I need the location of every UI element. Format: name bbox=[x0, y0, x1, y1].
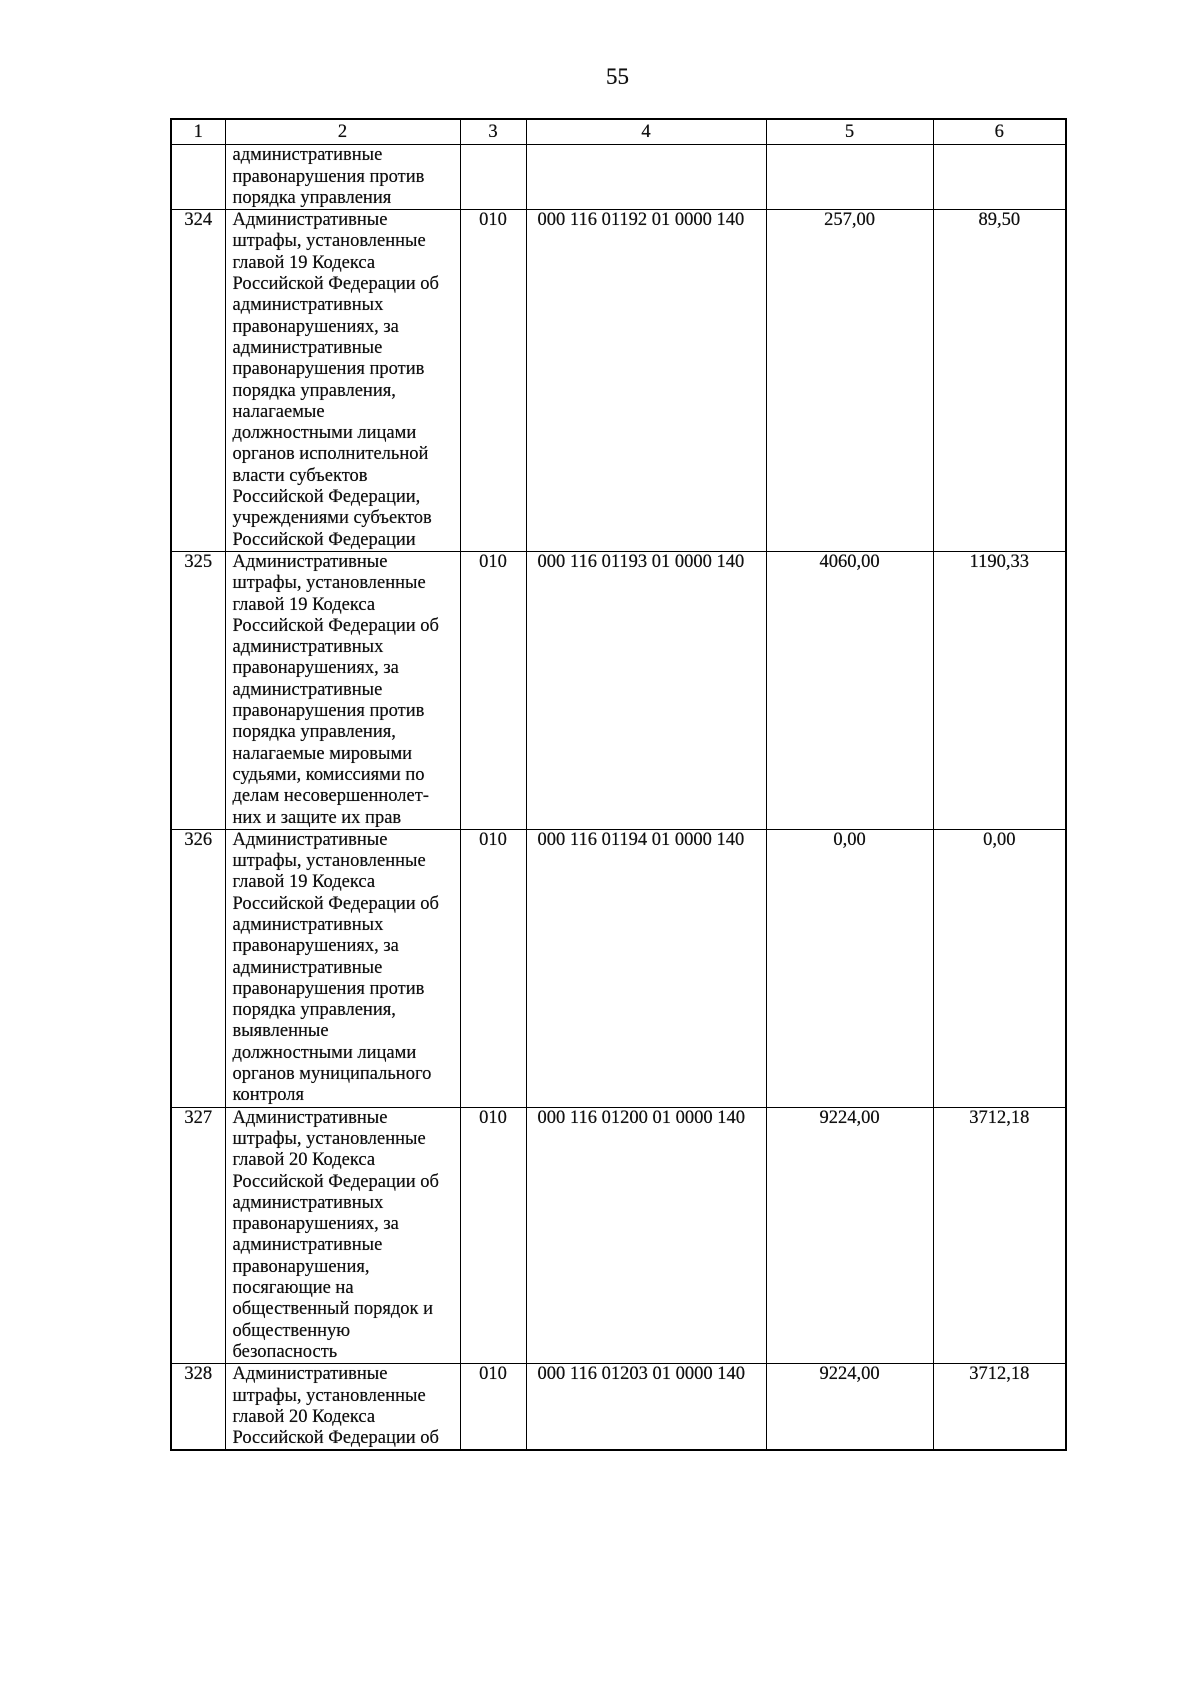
description-line: налагаемые bbox=[232, 401, 325, 422]
description-line: выявленные bbox=[232, 1021, 329, 1042]
kbk-cell bbox=[526, 145, 766, 210]
value-5-cell: 9224,00 bbox=[766, 1364, 933, 1451]
description-line: общественную bbox=[232, 1320, 351, 1341]
description-line: общественный порядок и bbox=[232, 1299, 434, 1320]
description-line: Административные bbox=[232, 829, 388, 850]
description-line: правонарушениях, за bbox=[232, 1214, 399, 1235]
description-line: порядка управления bbox=[232, 187, 392, 208]
description-line: главой 19 Кодекса bbox=[232, 594, 376, 615]
description-line: учреждениями субъектов bbox=[232, 508, 432, 529]
description-cell bbox=[225, 551, 460, 829]
code-cell: 010 bbox=[460, 210, 526, 552]
value-6-cell bbox=[933, 145, 1066, 210]
description-line: штрафы, установленные bbox=[232, 1385, 426, 1406]
row-number-cell: 325 bbox=[171, 551, 225, 829]
table-row bbox=[171, 145, 1066, 210]
row-number-cell: 326 bbox=[171, 829, 225, 1107]
value-5-cell: 4060,00 bbox=[766, 551, 933, 829]
description-line: контроля bbox=[232, 1085, 305, 1106]
value-6-cell: 89,50 bbox=[933, 210, 1066, 552]
column-header-1: 1 bbox=[171, 119, 225, 145]
description-cell bbox=[225, 145, 460, 210]
description-line: Административные bbox=[232, 1364, 388, 1385]
value-6-cell: 3712,18 bbox=[933, 1107, 1066, 1364]
description-line: правонарушения против bbox=[232, 701, 425, 722]
description-line: власти субъектов bbox=[232, 465, 368, 486]
description-line: административных bbox=[232, 295, 384, 316]
code-cell: 010 bbox=[460, 1107, 526, 1364]
column-header-3: 3 bbox=[460, 119, 526, 145]
description-line: штрафы, установленные bbox=[232, 1128, 426, 1149]
description-line: судьями, комиссиями по bbox=[232, 764, 425, 785]
description-line: правонарушения, bbox=[232, 1256, 370, 1277]
description-line: правонарушения против bbox=[232, 166, 425, 187]
row-number-cell: 324 bbox=[171, 210, 225, 552]
description-line: порядка управления, bbox=[232, 380, 396, 401]
description-line: административные bbox=[232, 337, 383, 358]
code-cell: 010 bbox=[460, 829, 526, 1107]
table-row bbox=[171, 829, 1066, 1107]
kbk-cell: 000 116 01203 01 0000 140 bbox=[526, 1364, 766, 1451]
description-line: административные bbox=[232, 957, 383, 978]
description-line: административные bbox=[232, 679, 383, 700]
description-cell bbox=[225, 210, 460, 552]
description-line: Российской Федерации об bbox=[232, 1171, 439, 1192]
description-line: административные bbox=[232, 1235, 383, 1256]
description-line: правонарушения против bbox=[232, 359, 425, 380]
column-header-5: 5 bbox=[766, 119, 933, 145]
description-line: посягающие на bbox=[232, 1278, 354, 1299]
description-line: главой 20 Кодекса bbox=[232, 1150, 376, 1171]
description-cell bbox=[225, 1107, 460, 1364]
value-6-cell: 3712,18 bbox=[933, 1364, 1066, 1451]
description-line: штрафы, установленные bbox=[232, 231, 426, 252]
description-line: правонарушениях, за bbox=[232, 658, 399, 679]
description-line: органов исполнительной bbox=[232, 444, 429, 465]
description-line: штрафы, установленные bbox=[232, 851, 426, 872]
description-line: безопасность bbox=[232, 1341, 338, 1362]
table-body bbox=[171, 145, 1066, 1451]
row-number-cell: 327 bbox=[171, 1107, 225, 1364]
description-cell bbox=[225, 1364, 460, 1451]
column-header-2: 2 bbox=[225, 119, 460, 145]
code-cell: 010 bbox=[460, 551, 526, 829]
row-number-cell: 328 bbox=[171, 1364, 225, 1451]
description-line: порядка управления, bbox=[232, 1000, 396, 1021]
column-header-6: 6 bbox=[933, 119, 1066, 145]
description-line: главой 19 Кодекса bbox=[232, 872, 376, 893]
description-line: Российской Федерации об bbox=[232, 1428, 439, 1449]
value-5-cell: 0,00 bbox=[766, 829, 933, 1107]
description-line: Административные bbox=[232, 551, 388, 572]
code-cell: 010 bbox=[460, 1364, 526, 1451]
table-row bbox=[171, 210, 1066, 552]
table-header bbox=[171, 119, 1066, 145]
description-line: должностными лицами bbox=[232, 423, 417, 444]
description-line: административные bbox=[232, 145, 383, 166]
table-row bbox=[171, 1107, 1066, 1364]
description-line: Административные bbox=[232, 1107, 388, 1128]
description-line: административных bbox=[232, 914, 384, 935]
description-line: штрафы, установленные bbox=[232, 573, 426, 594]
description-cell bbox=[225, 829, 460, 1107]
description-line: Российской Федерации об bbox=[232, 274, 439, 295]
description-line: налагаемые мировыми bbox=[232, 743, 413, 764]
description-line: правонарушениях, за bbox=[232, 936, 399, 957]
description-line: органов муниципального bbox=[232, 1064, 432, 1085]
value-5-cell: 257,00 bbox=[766, 210, 933, 552]
kbk-cell: 000 116 01193 01 0000 140 bbox=[526, 551, 766, 829]
description-line: главой 19 Кодекса bbox=[232, 252, 376, 273]
value-5-cell: 9224,00 bbox=[766, 1107, 933, 1364]
description-line: них и защите их прав bbox=[232, 807, 402, 828]
column-header-4: 4 bbox=[526, 119, 766, 145]
code-cell bbox=[460, 145, 526, 210]
description-line: делам несовершеннолет- bbox=[232, 786, 429, 807]
value-6-cell: 1190,33 bbox=[933, 551, 1066, 829]
header-row bbox=[171, 119, 1066, 145]
description-line: Российской Федерации, bbox=[232, 487, 421, 508]
value-5-cell bbox=[766, 145, 933, 210]
kbk-cell: 000 116 01192 01 0000 140 bbox=[526, 210, 766, 552]
table-row bbox=[171, 1364, 1066, 1451]
budget-table bbox=[170, 118, 1067, 1451]
description-line: правонарушениях, за bbox=[232, 316, 399, 337]
description-line: Российской Федерации bbox=[232, 529, 416, 550]
value-6-cell: 0,00 bbox=[933, 829, 1066, 1107]
description-line: правонарушения против bbox=[232, 978, 425, 999]
table-row bbox=[171, 551, 1066, 829]
page-number: 55 bbox=[606, 64, 629, 89]
description-line: административных bbox=[232, 1192, 384, 1213]
description-line: порядка управления, bbox=[232, 722, 396, 743]
kbk-cell: 000 116 01200 01 0000 140 bbox=[526, 1107, 766, 1364]
row-number-cell bbox=[171, 145, 225, 210]
description-line: Российской Федерации об bbox=[232, 615, 439, 636]
description-line: Российской Федерации об bbox=[232, 893, 439, 914]
description-line: административных bbox=[232, 637, 384, 658]
description-line: Административные bbox=[232, 210, 388, 231]
kbk-cell: 000 116 01194 01 0000 140 bbox=[526, 829, 766, 1107]
description-line: главой 20 Кодекса bbox=[232, 1406, 376, 1427]
description-line: должностными лицами bbox=[232, 1042, 417, 1063]
